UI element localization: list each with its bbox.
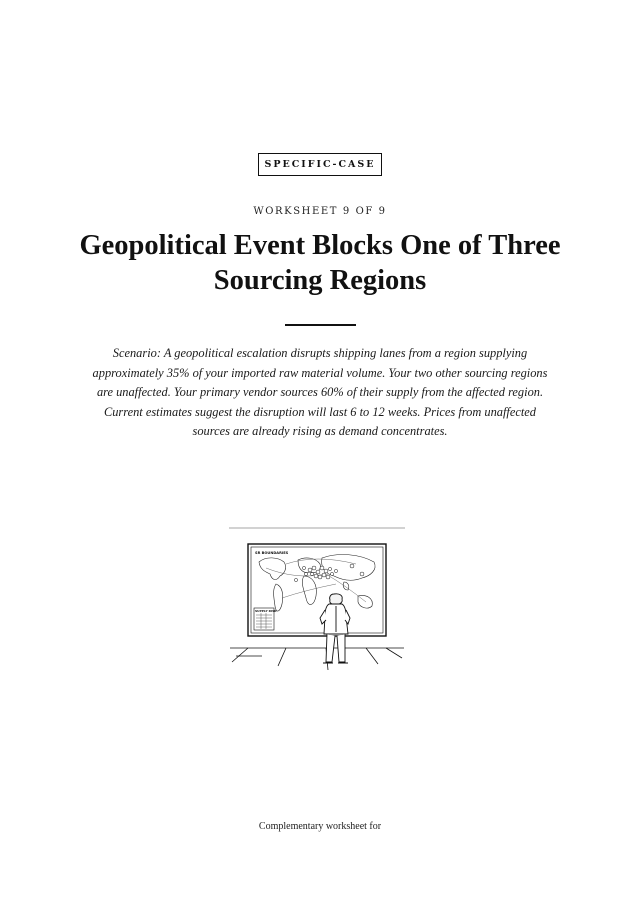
category-tag bbox=[258, 153, 382, 176]
map-header-label: SR BOUNDARIES bbox=[255, 551, 289, 555]
map-legend-header: SUPPLY RISK bbox=[255, 609, 277, 613]
page-title: Geopolitical Event Blocks One of Three Sourcing Regions bbox=[79, 230, 561, 296]
title-divider bbox=[285, 324, 356, 326]
scenario-text: Scenario: A geopolitical escalation disrupts shipping lanes from a region supplying approximately 35% of your imported raw material volume. Your two other sourcing regions are unaffected. Your primary vendor sources 60% of their supply from the affected region. Current estimates suggest the disruption will last 6 to 12 weeks. Prices from unaffected sources are already rising as demand concentrates. bbox=[92, 346, 548, 439]
category-tag-label: SPECIFIC-CASE bbox=[264, 159, 376, 170]
footer-text: Complementary worksheet for bbox=[258, 821, 382, 832]
map-illustration bbox=[226, 524, 408, 676]
worksheet-counter: WORKSHEET 9 OF 9 bbox=[253, 206, 387, 217]
